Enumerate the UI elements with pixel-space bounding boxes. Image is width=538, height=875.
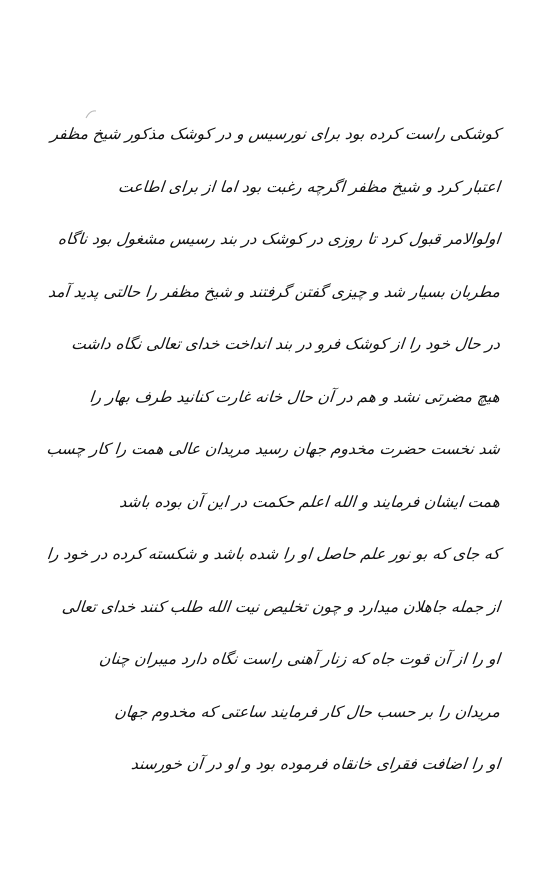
text-line: مطربان بسیار شد و چیزی گفتن گرفتند و شیخ مظفر را حالتی پدید آمد: [47, 282, 501, 301]
text-line: همت ایشان فرمایند و الله اعلم حکمت در این آن بوده باشد: [118, 492, 501, 511]
text-line: در حال خود را از کوشک فرو در بند انداخت خدای تعالی نگاه داشت: [70, 335, 501, 353]
handwritten-text-block: [45, 108, 501, 791]
text-line: هیچ مضرتی نشد و هم در آن حال خانه غارت کنانید طرف بهار را: [88, 387, 501, 406]
text-line: شد نخست حضرت مخدوم جهان رسید مریدان عالی همت را کار چسب: [45, 440, 501, 458]
text-line: اولوالامر قبول کرد تا روزی در کوشک در بند رسیس مشغول بود ناگاه: [57, 230, 501, 248]
text-line: مریدان را بر حسب حال کار فرمایند ساعتی که مخدوم جهان: [113, 702, 501, 721]
text-line: او را اضافت فقرای خانقاه فرموده بود و او در آن خورسند: [130, 755, 501, 773]
text-line: از جمله جاهلان میدارد و چون تخلیص نیت الله طلب کنند خدای تعالی: [61, 597, 501, 616]
text-line: که جای که بو نور علم حاصل او را شده باشد و شکسته کرده در خود را: [45, 545, 501, 563]
text-line: کوشکی راست کرده بود برای نورسیس و در کوشک مذکور شیخ مظفر: [49, 125, 501, 143]
text-line: اعتبار کرد و شیخ مظفر اگرچه رغبت بود اما از برای اطاعت: [117, 177, 501, 196]
text-line: او را از آن قوت جاه که زنار آهنی راست نگاه دارد میبران چنان: [98, 650, 501, 668]
